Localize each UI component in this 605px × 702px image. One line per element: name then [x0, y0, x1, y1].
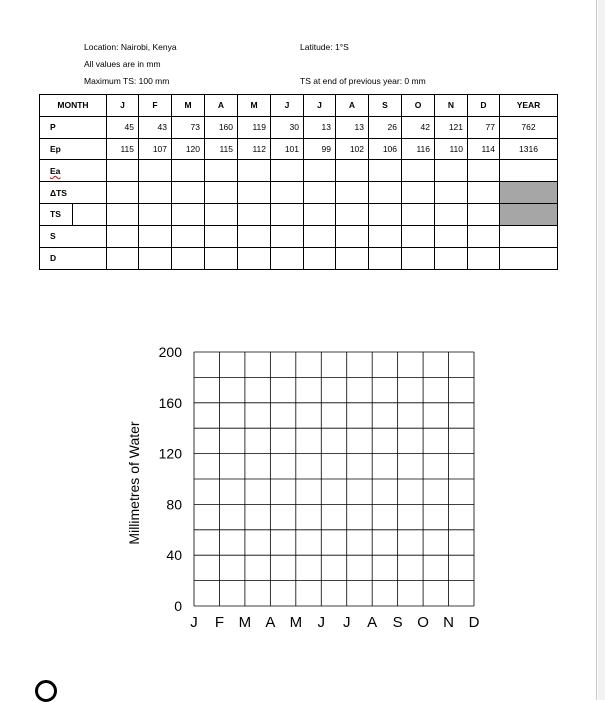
p-cell[interactable]: 42 [402, 116, 435, 138]
empty-cell[interactable] [271, 182, 304, 204]
p-cell[interactable]: 121 [435, 116, 468, 138]
shaded-year-cell [500, 182, 558, 204]
empty-cell[interactable] [435, 247, 468, 269]
empty-cell[interactable] [336, 247, 369, 269]
month-cell: D [468, 95, 500, 117]
empty-year-cell[interactable] [500, 225, 558, 247]
ep-cell[interactable]: 115 [107, 138, 139, 160]
empty-cell[interactable] [238, 225, 271, 247]
max-ts-text: Maximum TS: 100 mm [84, 76, 170, 86]
month-cell: M [238, 95, 271, 117]
table-row-ep [40, 138, 558, 160]
p-cell[interactable]: 45 [107, 116, 139, 138]
water-budget-chart [0, 330, 605, 640]
ep-cell[interactable]: 110 [435, 138, 468, 160]
month-cell: O [402, 95, 435, 117]
empty-cell[interactable] [107, 203, 139, 225]
x-tick-label: M [238, 614, 252, 631]
y-tick-label: 120 [158, 445, 182, 462]
location-text: Location: Nairobi, Kenya [84, 42, 177, 52]
empty-cell[interactable] [369, 225, 402, 247]
x-tick-label: J [190, 614, 198, 631]
table-header-row [40, 95, 558, 117]
ea-label: Ea [50, 165, 61, 176]
x-tick-label: N [443, 614, 454, 631]
water-budget-table [39, 94, 558, 270]
ts-prev-text: TS at end of previous year: 0 mm [300, 76, 426, 86]
units-text: All values are in mm [84, 59, 161, 69]
empty-cell[interactable] [172, 160, 205, 182]
ep-cell[interactable]: 112 [238, 138, 271, 160]
empty-cell[interactable] [468, 225, 500, 247]
x-tick-label: A [367, 614, 378, 631]
empty-cell[interactable] [271, 247, 304, 269]
empty-cell[interactable] [271, 160, 304, 182]
empty-year-cell[interactable] [500, 247, 558, 269]
p-cell[interactable]: 26 [369, 116, 402, 138]
ep-year-cell[interactable]: 1316 [500, 138, 558, 160]
x-tick-label: M [289, 614, 303, 631]
empty-cell[interactable] [435, 203, 468, 225]
month-header: MONTH [40, 95, 107, 117]
empty-cell[interactable] [238, 247, 271, 269]
chart-grid [194, 352, 474, 606]
table-row-delta-ts [40, 182, 558, 204]
empty-cell[interactable] [172, 203, 205, 225]
shaded-year-cell [500, 203, 558, 225]
empty-cell[interactable] [238, 203, 271, 225]
ep-cell[interactable]: 102 [336, 138, 369, 160]
ep-cell[interactable]: 115 [205, 138, 238, 160]
empty-cell[interactable] [139, 203, 172, 225]
table-row-ea [40, 160, 558, 182]
month-cell: S [369, 95, 402, 117]
table-row-s [40, 225, 558, 247]
month-cell: N [435, 95, 468, 117]
y-tick-label: 200 [158, 344, 182, 360]
row-label: Ep [40, 138, 107, 160]
ep-cell[interactable]: 106 [369, 138, 402, 160]
x-axis-ticks [190, 614, 479, 631]
empty-cell[interactable] [468, 247, 500, 269]
row-label: ΔTS [40, 182, 107, 204]
y-tick-label: 40 [166, 547, 182, 564]
empty-year-cell[interactable] [500, 160, 558, 182]
x-tick-label: J [342, 614, 351, 631]
x-tick-label: A [265, 614, 276, 631]
year-header: YEAR [500, 95, 558, 117]
empty-cell[interactable] [435, 182, 468, 204]
empty-cell[interactable] [435, 225, 468, 247]
empty-cell[interactable] [205, 247, 238, 269]
x-tick-label: S [392, 614, 403, 631]
p-cell[interactable]: 77 [468, 116, 500, 138]
empty-cell[interactable] [172, 225, 205, 247]
empty-cell[interactable] [139, 225, 172, 247]
empty-cell[interactable] [139, 182, 172, 204]
month-cell: J [107, 95, 139, 117]
empty-cell[interactable] [336, 225, 369, 247]
row-label [40, 160, 107, 182]
empty-cell[interactable] [205, 182, 238, 204]
y-tick-label: 160 [158, 394, 182, 411]
empty-cell[interactable] [107, 182, 139, 204]
empty-cell[interactable] [468, 160, 500, 182]
month-cell: M [172, 95, 205, 117]
latitude-text: Latitude: 1°S [300, 42, 349, 52]
p-year-cell[interactable]: 762 [500, 116, 558, 138]
x-tick-label: F [214, 614, 225, 631]
month-cell: A [336, 95, 369, 117]
ts-label: TS [40, 204, 73, 225]
row-label: P [40, 116, 107, 138]
empty-cell[interactable] [107, 247, 139, 269]
empty-cell[interactable] [107, 225, 139, 247]
empty-cell[interactable] [172, 182, 205, 204]
ep-cell[interactable]: 101 [271, 138, 304, 160]
y-tick-label: 80 [166, 496, 182, 513]
y-tick-label: 0 [174, 598, 182, 614]
p-cell[interactable]: 160 [205, 116, 238, 138]
row-label [40, 203, 107, 225]
ep-cell[interactable]: 116 [402, 138, 435, 160]
empty-cell[interactable] [468, 182, 500, 204]
p-cell[interactable]: 119 [238, 116, 271, 138]
x-tick-label: O [417, 614, 429, 631]
month-cell: F [139, 95, 172, 117]
ep-cell[interactable]: 107 [139, 138, 172, 160]
x-tick-label: J [317, 614, 326, 631]
row-label: D [40, 247, 107, 269]
x-tick-label: D [468, 614, 480, 631]
empty-cell[interactable] [304, 203, 336, 225]
empty-cell[interactable] [304, 247, 336, 269]
empty-cell[interactable] [205, 203, 238, 225]
y-axis-label: Millimetres of Water [126, 421, 142, 545]
ep-cell[interactable]: 99 [304, 138, 336, 160]
empty-cell[interactable] [336, 203, 369, 225]
month-cell: J [271, 95, 304, 117]
empty-cell[interactable] [336, 160, 369, 182]
empty-cell[interactable] [304, 225, 336, 247]
y-axis-ticks [159, 344, 183, 614]
ep-cell[interactable]: 120 [172, 138, 205, 160]
empty-cell[interactable] [336, 182, 369, 204]
empty-cell[interactable] [205, 225, 238, 247]
empty-cell[interactable] [402, 247, 435, 269]
empty-cell[interactable] [304, 182, 336, 204]
empty-cell[interactable] [402, 225, 435, 247]
empty-cell[interactable] [271, 225, 304, 247]
empty-cell[interactable] [304, 160, 336, 182]
empty-cell[interactable] [369, 203, 402, 225]
empty-cell[interactable] [402, 203, 435, 225]
empty-cell[interactable] [369, 182, 402, 204]
empty-cell[interactable] [139, 160, 172, 182]
p-cell[interactable]: 43 [139, 116, 172, 138]
ep-cell[interactable]: 114 [468, 138, 500, 160]
p-cell[interactable]: 30 [271, 116, 304, 138]
p-cell[interactable]: 13 [304, 116, 336, 138]
table-row-p [40, 116, 558, 138]
empty-cell[interactable] [139, 247, 172, 269]
empty-cell[interactable] [205, 160, 238, 182]
p-cell[interactable]: 73 [172, 116, 205, 138]
empty-cell[interactable] [107, 160, 139, 182]
circle-glyph [35, 680, 57, 702]
empty-cell[interactable] [369, 160, 402, 182]
empty-cell[interactable] [369, 247, 402, 269]
month-cell: J [304, 95, 336, 117]
table-row-d [40, 247, 558, 269]
empty-cell[interactable] [172, 247, 205, 269]
empty-cell[interactable] [468, 203, 500, 225]
empty-cell[interactable] [238, 160, 271, 182]
month-cell: A [205, 95, 238, 117]
table-row-ts [40, 203, 558, 225]
empty-cell[interactable] [271, 203, 304, 225]
p-cell[interactable]: 13 [336, 116, 369, 138]
empty-cell[interactable] [238, 182, 271, 204]
empty-cell[interactable] [402, 160, 435, 182]
empty-cell[interactable] [435, 160, 468, 182]
empty-cell[interactable] [402, 182, 435, 204]
row-label: S [40, 225, 107, 247]
